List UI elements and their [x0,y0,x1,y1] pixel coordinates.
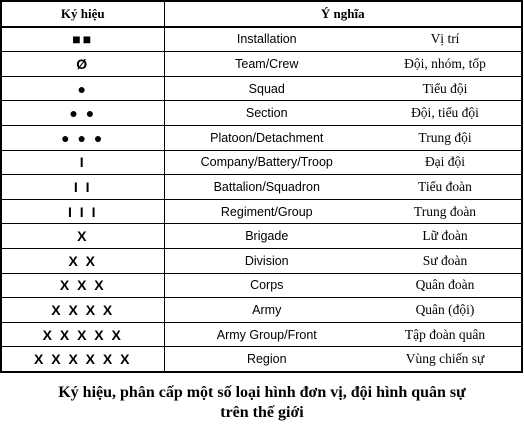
caption-line-1: Ký hiệu, phân cấp một số loại hình đơn vị, đội hình quân sự [58,384,466,401]
unit-name-en: Platoon/Detachment [164,125,369,150]
unit-name-en: Section [164,101,369,126]
unit-name-vn: Đội, nhóm, tốp [369,52,522,77]
unit-symbol: X X X X [1,298,164,323]
table-body [1,27,522,372]
unit-name-vn: Vị trí [369,27,522,52]
unit-symbol: I I I [1,199,164,224]
unit-symbol: I I [1,175,164,200]
unit-name-vn: Trung đoàn [369,199,522,224]
unit-symbol: ■■ [1,27,164,52]
table-row [1,273,522,298]
table-row [1,248,522,273]
unit-symbol: X X [1,248,164,273]
unit-name-en: Company/Battery/Troop [164,150,369,175]
unit-symbol: X [1,224,164,249]
table-row [1,298,522,323]
figure-caption [0,383,524,423]
unit-symbol: ● ● ● [1,125,164,150]
header-symbol: Ký hiệu [1,1,164,27]
table-row [1,224,522,249]
unit-name-en: Brigade [164,224,369,249]
unit-name-en: Battalion/Squadron [164,175,369,200]
unit-name-vn: Quân đoàn [369,273,522,298]
table-row [1,175,522,200]
unit-name-vn: Quân (đội) [369,298,522,323]
unit-name-vn: Tiểu đoàn [369,175,522,200]
unit-name-en: Army Group/Front [164,322,369,347]
unit-symbol: X X X [1,273,164,298]
unit-name-vn: Sư đoàn [369,248,522,273]
header-meaning: Ý nghĩa [164,1,522,27]
unit-symbol: ● [1,76,164,101]
unit-name-en: Team/Crew [164,52,369,77]
unit-name-vn: Vùng chiến sự [369,347,522,372]
unit-name-vn: Tiểu đội [369,76,522,101]
unit-name-vn: Lữ đoàn [369,224,522,249]
table-row [1,150,522,175]
table-row [1,125,522,150]
table-row [1,347,522,372]
table-row [1,76,522,101]
caption-line-2: trên thế giới [220,404,304,421]
unit-symbol: I [1,150,164,175]
unit-name-en: Region [164,347,369,372]
unit-name-en: Division [164,248,369,273]
unit-symbol: X X X X X [1,322,164,347]
unit-name-en: Squad [164,76,369,101]
unit-symbol: Ø [1,52,164,77]
unit-name-en: Regiment/Group [164,199,369,224]
table-row [1,322,522,347]
unit-name-vn: Trung đội [369,125,522,150]
unit-name-vn: Đại đội [369,150,522,175]
unit-name-en: Corps [164,273,369,298]
unit-name-en: Installation [164,27,369,52]
table-row [1,27,522,52]
table-row [1,52,522,77]
unit-name-vn: Đội, tiểu đội [369,101,522,126]
unit-symbol: ● ● [1,101,164,126]
unit-name-en: Army [164,298,369,323]
table-row [1,199,522,224]
unit-name-vn: Tập đoàn quân [369,322,522,347]
table-header-row [1,1,522,27]
unit-symbol: X X X X X X [1,347,164,372]
table-row [1,101,522,126]
